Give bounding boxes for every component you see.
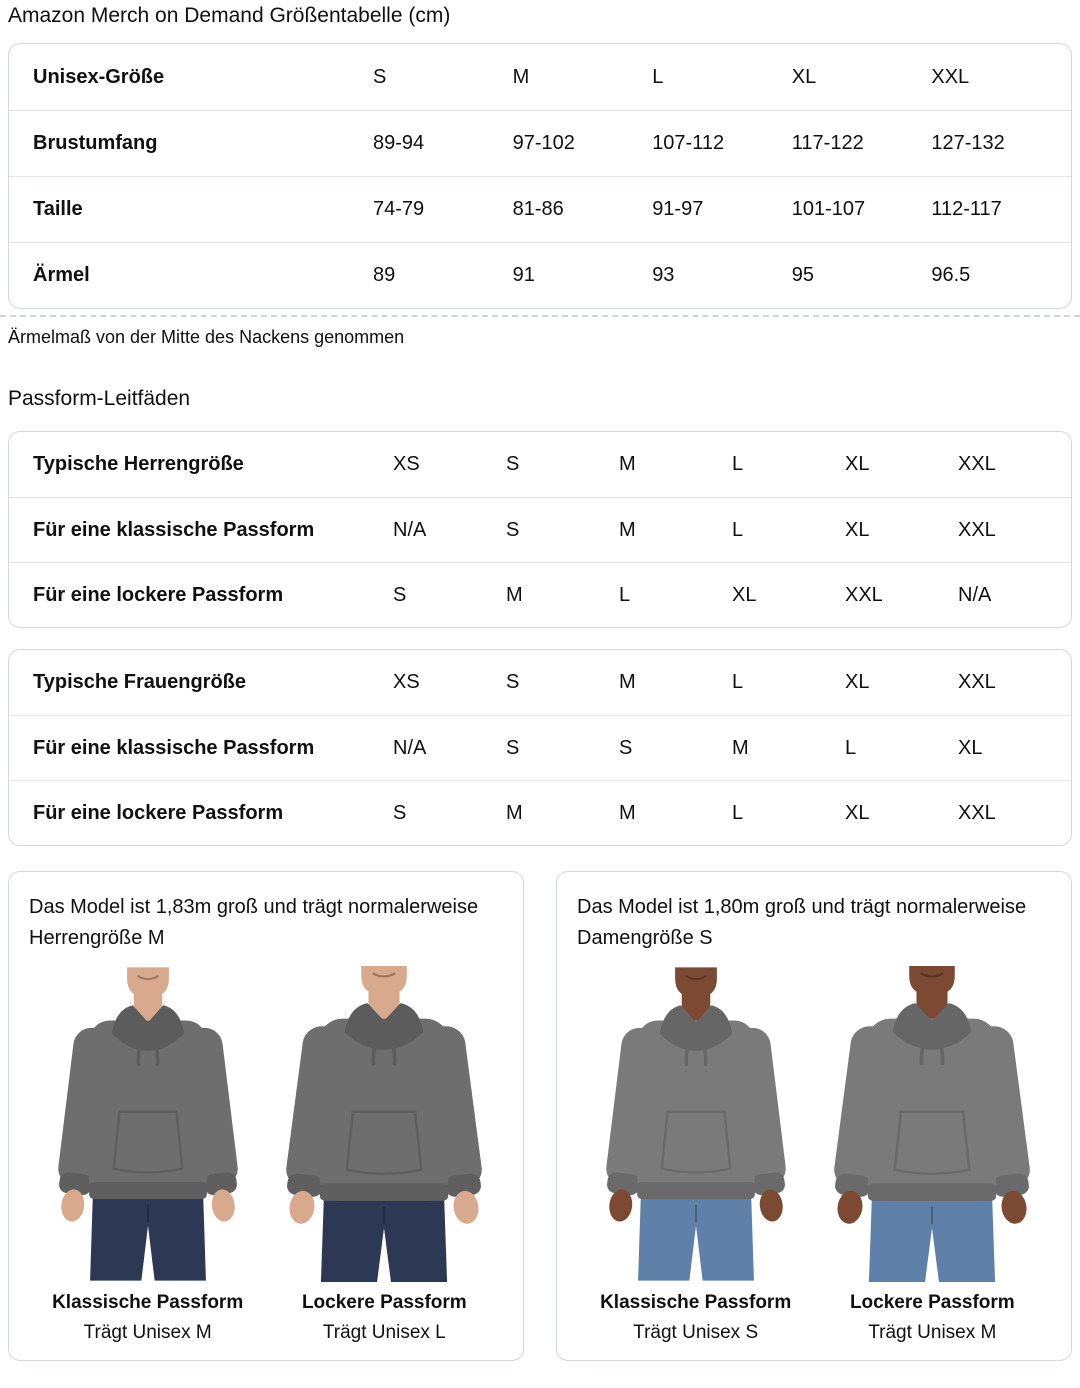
- table-cell: 81-86: [512, 198, 564, 220]
- table-cell: S: [393, 801, 407, 824]
- table-cell: XXL: [958, 671, 996, 693]
- table-cell: 107-112: [652, 132, 725, 154]
- model-figure-loose: [266, 966, 502, 1344]
- size-label: Trägt Unisex L: [322, 1322, 446, 1343]
- table-cell: S: [506, 736, 520, 759]
- table-cell: S: [619, 736, 633, 759]
- mens-fit-table: [8, 431, 1072, 628]
- female-model-classic-fit-photo: [582, 966, 810, 1282]
- figure-caption: [850, 1282, 1015, 1344]
- model-figures: [29, 966, 503, 1344]
- size-label: Trägt Unisex M: [83, 1322, 212, 1343]
- table-cell: XXL: [958, 518, 996, 541]
- row-label: Für eine klassische Passform: [33, 518, 315, 541]
- model-card-men: [8, 871, 524, 1361]
- table-cell: 91: [512, 264, 535, 286]
- table-cell: N/A: [393, 518, 427, 541]
- size-label: Trägt Unisex S: [633, 1322, 759, 1343]
- table-cell: L: [845, 736, 857, 759]
- table-cell: S: [506, 453, 520, 475]
- table-row: [9, 715, 1071, 780]
- womens-fit-table: [8, 649, 1072, 846]
- table-cell: M: [732, 736, 749, 759]
- fit-label: Klassische Passform: [600, 1292, 792, 1313]
- table-cell: S: [373, 65, 387, 88]
- table-cell: XL: [732, 583, 757, 606]
- table-cell: XXL: [931, 65, 970, 88]
- table-cell: 95: [791, 264, 815, 286]
- table-cell: M: [512, 65, 530, 88]
- table-cell: XL: [845, 801, 870, 824]
- fit-label: Klassische Passform: [52, 1292, 244, 1313]
- table-cell: M: [619, 801, 636, 824]
- model-figure-classic: [578, 966, 814, 1344]
- table-cell: N/A: [958, 583, 992, 606]
- table-cell: XL: [845, 671, 870, 693]
- table-row: [9, 242, 1071, 308]
- table-cell: S: [506, 518, 520, 541]
- table-cell: M: [619, 518, 636, 541]
- table-cell: L: [619, 583, 631, 606]
- table-cell: XS: [393, 453, 420, 475]
- table-cell: XL: [958, 736, 983, 759]
- table-row: [9, 432, 1071, 497]
- table-cell: 97-102: [512, 132, 575, 154]
- row-label: Typische Herrengröße: [33, 453, 244, 475]
- model-cards: [8, 871, 1072, 1361]
- table-cell: 91-97: [652, 198, 704, 220]
- table-cell: S: [393, 583, 407, 606]
- row-label: Brustumfang: [33, 132, 158, 154]
- table-cell: XL: [791, 65, 817, 88]
- model-figures: [577, 966, 1051, 1344]
- table-row: [9, 650, 1071, 715]
- fit-guides-heading: Passform-Leitfäden: [8, 387, 191, 410]
- table-row: [9, 44, 1071, 110]
- row-label: Ärmel: [33, 264, 90, 286]
- male-model-loose-fit-photo: [270, 966, 498, 1282]
- card-description: Das Model ist 1,80m groß und trägt normalerweise Damengröße S: [577, 896, 1027, 949]
- row-label: Für eine lockere Passform: [33, 583, 284, 606]
- figure-caption: [302, 1282, 467, 1344]
- table-cell: 96.5: [931, 264, 971, 286]
- table-cell: XXL: [958, 453, 996, 475]
- row-label: Unisex-Größe: [33, 65, 165, 88]
- table-cell: N/A: [393, 736, 427, 759]
- table-cell: 112-117: [931, 198, 1002, 220]
- row-label: Taille: [33, 198, 83, 220]
- table-row: [9, 176, 1071, 242]
- table-cell: XXL: [845, 583, 883, 606]
- sleeve-measure-note: Ärmelmaß von der Mitte des Nackens genommen: [8, 327, 405, 347]
- row-label: Für eine klassische Passform: [33, 736, 315, 759]
- size-label: Trägt Unisex M: [868, 1322, 997, 1343]
- model-card-women: [556, 871, 1072, 1361]
- table-cell: L: [732, 518, 744, 541]
- row-label: Typische Frauengröße: [33, 671, 247, 693]
- table-cell: XL: [845, 518, 870, 541]
- table-cell: XXL: [958, 801, 996, 824]
- table-cell: M: [506, 801, 523, 824]
- model-figure-classic: [30, 966, 266, 1344]
- male-model-classic-fit-photo: [34, 966, 262, 1282]
- table-cell: XL: [845, 453, 870, 475]
- table-cell: L: [732, 801, 744, 824]
- table-cell: L: [732, 671, 744, 693]
- table-row: [9, 497, 1071, 562]
- table-cell: M: [619, 453, 636, 475]
- table-cell: S: [506, 671, 520, 693]
- fit-label: Lockere Passform: [849, 1292, 1015, 1313]
- table-row: [9, 780, 1071, 845]
- table-cell: M: [619, 671, 636, 693]
- table-cell: 127-132: [931, 132, 1005, 154]
- table-cell: 74-79: [373, 198, 425, 220]
- fit-label: Lockere Passform: [301, 1292, 467, 1313]
- table-cell: 89: [373, 264, 396, 286]
- table-cell: XS: [393, 671, 420, 693]
- card-description: Das Model ist 1,83m groß und trägt normalerweise Herrengröße M: [29, 896, 479, 949]
- table-cell: 117-122: [791, 132, 864, 154]
- dashed-divider: [0, 315, 1080, 317]
- figure-caption: [600, 1282, 791, 1344]
- table-cell: 93: [652, 264, 675, 286]
- unisex-size-table: [8, 43, 1072, 309]
- model-figure-loose: [814, 966, 1050, 1344]
- table-cell: L: [652, 65, 664, 88]
- page-title: Amazon Merch on Demand Größentabelle (cm): [8, 4, 451, 27]
- table-row: [9, 562, 1071, 627]
- table-cell: L: [732, 453, 744, 475]
- table-cell: 101-107: [791, 198, 866, 220]
- table-row: [9, 110, 1071, 176]
- female-model-loose-fit-photo: [818, 966, 1046, 1282]
- figure-caption: [52, 1282, 243, 1344]
- table-cell: 89-94: [373, 132, 425, 154]
- table-cell: M: [506, 583, 523, 606]
- row-label: Für eine lockere Passform: [33, 801, 284, 824]
